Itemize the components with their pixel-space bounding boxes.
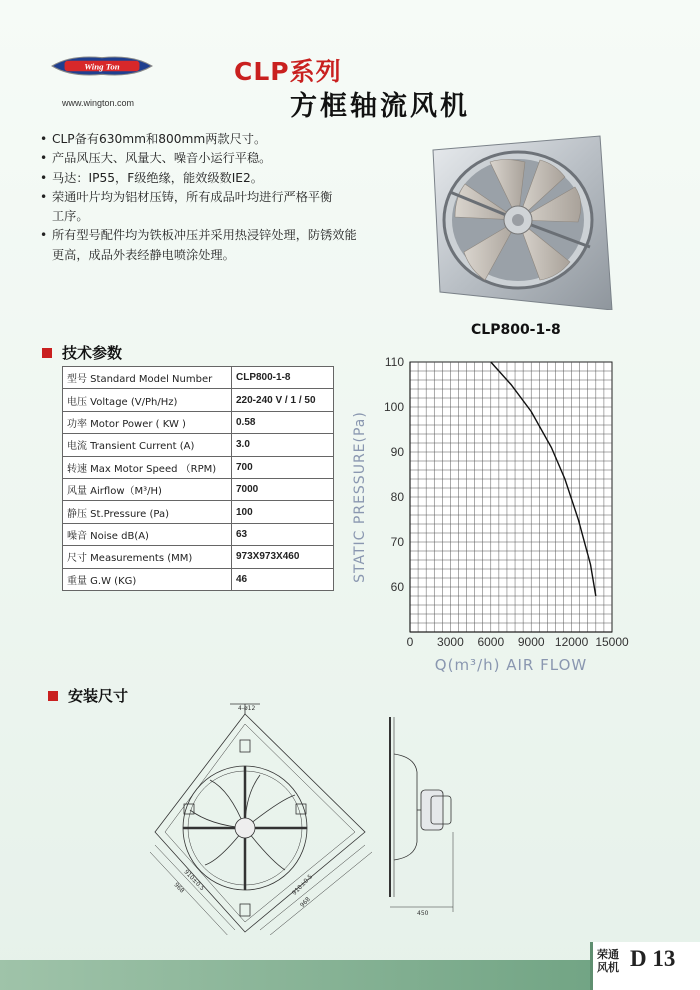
spec-value: 46 [232, 568, 334, 590]
x-axis-title: Q(m³/h) AIR FLOW [434, 656, 588, 674]
spec-label: 电流 Transient Current (A) [63, 434, 232, 456]
spec-value: 7000 [232, 478, 334, 500]
table-row [63, 568, 334, 590]
spec-value: 973X973X460 [232, 546, 334, 568]
product-caption: CLP800-1-8 [471, 322, 561, 338]
table-row [63, 456, 334, 478]
table-row [63, 434, 334, 456]
x-tick-label: 15000 [595, 635, 629, 649]
section-bullet-icon [42, 348, 52, 358]
x-tick-label: 9000 [517, 635, 545, 649]
y-tick-label: 70 [390, 535, 404, 549]
spec-value: CLP800-1-8 [232, 367, 334, 389]
feature-item: • 马达：IP55，F级绝缘，能效级数IE2。 [40, 170, 263, 185]
spec-label: 电压 Voltage (V/Ph/Hz) [63, 389, 232, 411]
side-depth-label: 450 [417, 910, 429, 917]
footer-brand: 荣通 风机 [597, 948, 619, 974]
spec-label: 重量 G.W (KG) [63, 568, 232, 590]
svg-text:Wing Ton: Wing Ton [84, 61, 120, 72]
table-row [63, 523, 334, 545]
table-row [63, 501, 334, 523]
y-tick-label: 60 [390, 580, 404, 594]
front-view-drawing [150, 700, 380, 935]
spec-label: 风量 Airflow（M³/H) [63, 478, 232, 500]
table-row [63, 546, 334, 568]
spec-value: 0.58 [232, 411, 334, 433]
spec-value: 100 [232, 501, 334, 523]
spec-label: 静压 St.Pressure (Pa) [63, 501, 232, 523]
spec-value: 700 [232, 456, 334, 478]
x-tick-label: 6000 [477, 635, 505, 649]
section-bullet-icon [48, 691, 58, 701]
wington-logo [50, 52, 154, 80]
spec-label: 型号 Standard Model Number [63, 367, 232, 389]
table-row [63, 411, 334, 433]
feature-list [40, 130, 370, 265]
dim-outer-right: 968 [298, 895, 312, 909]
specs-section-heading: 技术参数 [42, 342, 122, 363]
feature-item: • 荣通叶片均为铝材压铸，所有成品叶均进行严格平衡工序。 [40, 189, 333, 224]
spec-value: 63 [232, 523, 334, 545]
x-tick-label: 12000 [554, 635, 589, 649]
dim-inner-right: 910±0.5 [290, 873, 315, 897]
side-view-drawing [385, 712, 465, 917]
fan-product-photo [430, 132, 615, 310]
website-url: www.wington.com [62, 98, 135, 108]
spec-label: 噪音 Noise dB(A) [63, 523, 232, 545]
dim-outer-left: 968 [172, 881, 186, 895]
dim-inner-left: 910±0.5 [182, 868, 206, 893]
y-tick-label: 110 [384, 355, 404, 369]
page-code: D 13 [630, 946, 676, 971]
feature-item: • CLP备有630mm和800mm两款尺寸。 [40, 132, 267, 146]
feature-item: • 产品风压大、风量大、噪音小运行平稳。 [40, 151, 272, 166]
product-title: 方框轴流风机 [290, 91, 470, 122]
series-title: CLP系列 [234, 57, 342, 86]
table-row [63, 478, 334, 500]
y-tick-label: 90 [390, 445, 404, 459]
spec-value: 220-240 V / 1 / 50 [232, 389, 334, 411]
y-tick-label: 100 [383, 400, 404, 414]
spec-label: 尺寸 Measurements (MM) [63, 546, 232, 568]
x-tick-label: 3000 [437, 635, 464, 649]
feature-item: • 所有型号配件均为铁板冲压并采用热浸锌处理，防锈效能更高，成品外表经静电喷涂处理。 [40, 228, 357, 262]
y-tick-label: 80 [390, 490, 404, 504]
table-row [63, 389, 334, 411]
table-row [63, 367, 334, 389]
spec-value: 3.0 [232, 434, 334, 456]
spec-table [62, 366, 334, 591]
install-section-heading: 安装尺寸 [48, 685, 128, 706]
performance-chart [350, 350, 650, 680]
x-tick-label: 0 [406, 635, 414, 649]
y-axis-title: STATIC PRESSURE(Pa) [352, 411, 368, 583]
spec-label: 功率 Motor Power ( KW ) [63, 411, 232, 433]
hole-label: 4-ø12 [238, 705, 256, 712]
spec-label: 转速 Max Motor Speed （RPM) [63, 456, 232, 478]
